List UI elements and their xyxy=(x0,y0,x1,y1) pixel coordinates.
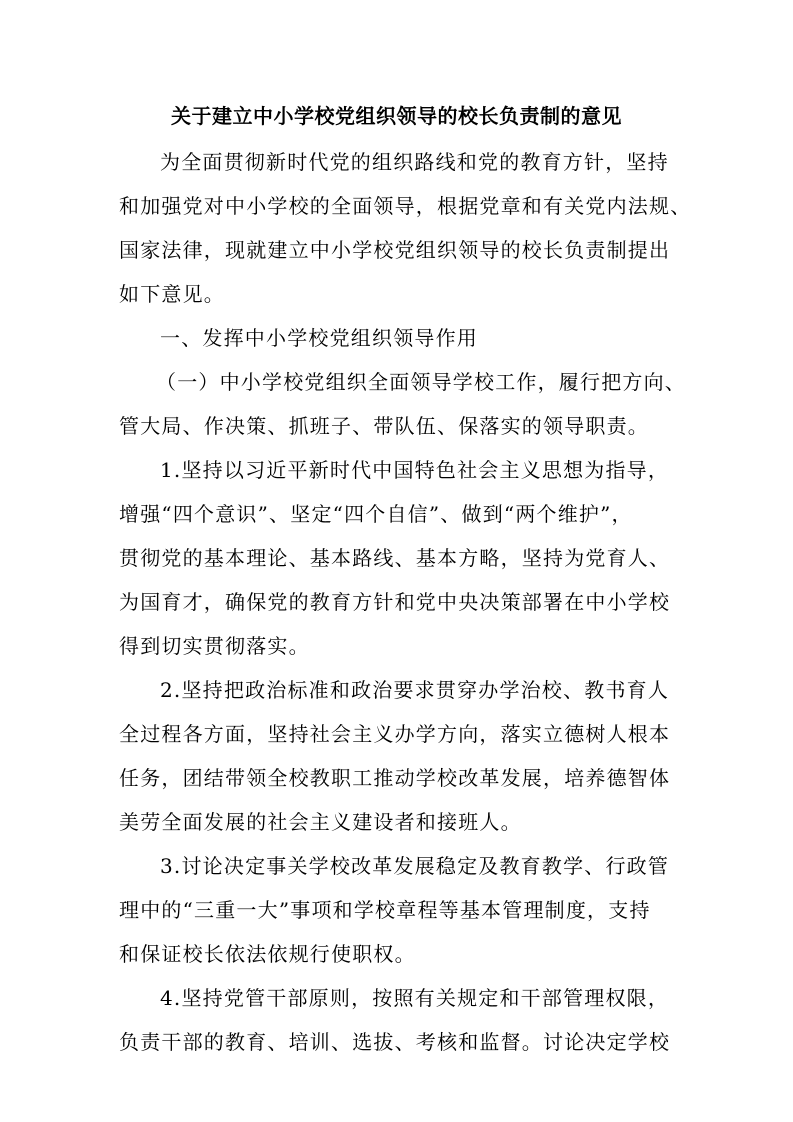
paragraph-line: 3.讨论决定事关学校改革发展稳定及教育教学、行政管 xyxy=(160,854,670,878)
paragraph-line: 贯彻党的基本理论、基本路线、基本方略，坚持为党育人、 xyxy=(119,546,671,570)
paragraph-line: 全过程各方面，坚持社会主义办学方向，落实立德树人根本 xyxy=(119,722,671,746)
paragraph-line: 任务，团结带领全校教职工推动学校改革发展，培养德智体 xyxy=(119,766,671,790)
paragraph-line: 管大局、作决策、抓班子、带队伍、保落实的领导职责。 xyxy=(119,414,649,438)
paragraph-line: 1.坚持以习近平新时代中国特色社会主义思想为指导， xyxy=(160,458,670,482)
paragraph-line: （一）中小学校党组织全面领导学校工作，履行把方向、 xyxy=(156,370,686,394)
paragraph-line: 理中的“三重一大”事项和学校章程等基本管理制度，支持 xyxy=(119,898,651,922)
paragraph-line: 和保证校长依法依规行使职权。 xyxy=(119,942,416,966)
paragraph-line: 4.坚持党管干部原则，按照有关规定和干部管理权限， xyxy=(160,986,670,1010)
document-title: 关于建立中小学校党组织领导的校长负责制的意见 xyxy=(171,104,622,128)
paragraph-line: 为全面贯彻新时代党的组织路线和党的教育方针，坚持 xyxy=(160,150,669,174)
paragraph-line: 美劳全面发展的社会主义建设者和接班人。 xyxy=(119,810,522,834)
paragraph-line: 得到切实贯彻落实。 xyxy=(119,634,310,658)
paragraph-line: 和加强党对中小学校的全面领导，根据党章和有关党内法规、 xyxy=(119,194,692,218)
section-heading: 一、发挥中小学校党组织领导作用 xyxy=(160,326,478,350)
paragraph-line: 增强“四个意识”、坚定“四个自信”、做到“两个维护”， xyxy=(119,502,633,526)
paragraph-line: 国家法律，现就建立中小学校党组织领导的校长负责制提出 xyxy=(119,238,671,262)
paragraph-line: 2.坚持把政治标准和政治要求贯穿办学治校、教书育人 xyxy=(160,678,670,702)
paragraph-line: 为国育才，确保党的教育方针和党中央决策部署在中小学校 xyxy=(119,590,671,614)
paragraph-line: 如下意见。 xyxy=(119,282,225,306)
paragraph-line: 负责干部的教育、培训、选拔、考核和监督。讨论决定学校 xyxy=(119,1030,671,1054)
